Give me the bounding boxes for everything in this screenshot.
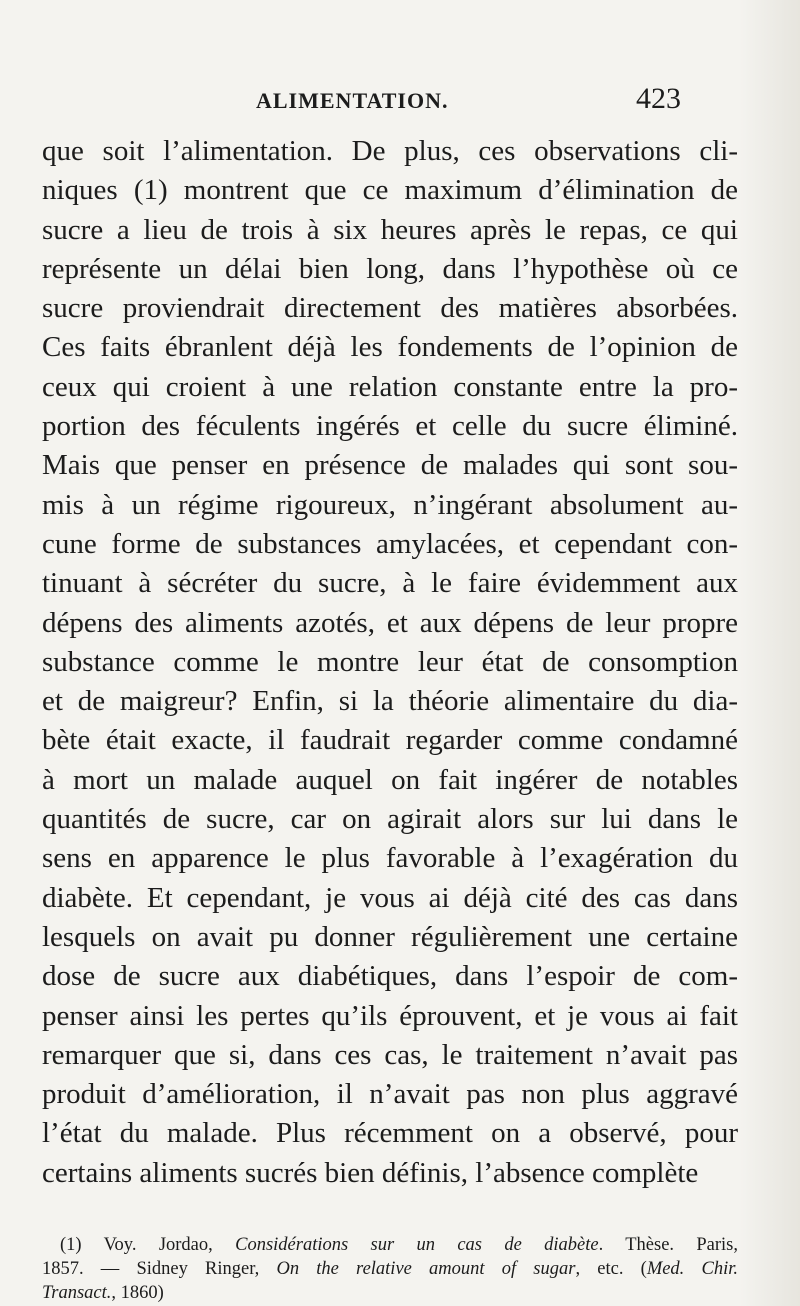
footnote-text: (1) Voy. Jordao, [60, 1235, 236, 1255]
text-line: penser ainsi les pertes qu’ils éprouvent, et je vous ai fait [42, 999, 738, 1032]
text-line: lesquels on avait pu donner régulièrement une certaine [42, 920, 738, 953]
footnote-text: 1857. — Sidney Ringer, [42, 1259, 277, 1279]
footnote-title: Considérations sur un cas de diabète [235, 1235, 599, 1255]
page-header [256, 82, 681, 122]
page-number: 423 [636, 82, 681, 115]
text-line: bète était exacte, il faudrait regarder comme condamné [42, 724, 738, 757]
page-edge-shadow [740, 0, 800, 1306]
text-line: diabète. Et cependant, je vous ai déjà cité des cas dans [42, 881, 738, 914]
text-line: l’état du malade. Plus récemment on a observé, pour [42, 1117, 738, 1150]
footnote-text: . Thèse. Paris, [598, 1235, 739, 1255]
text-line: et de maigreur? Enfin, si la théorie alimentaire du dia- [42, 685, 738, 718]
text-line: ceux qui croient à une relation constante entre la pro- [42, 370, 738, 403]
text-line: représente un délai bien long, dans l’hypothèse où ce [42, 252, 738, 285]
text-line: certains aliments sucrés bien définis, l’absence complète [42, 1156, 699, 1189]
text-line: tinuant à sécréter du sucre, à le faire évidemment aux [42, 567, 738, 600]
text-line: niques (1) montrent que ce maximum d’élimination de [42, 174, 738, 207]
footnote-title: On the relative amount of sugar [276, 1259, 576, 1279]
text-line: que soit l’alimentation. De plus, ces observations cli- [42, 135, 738, 167]
text-line: à mort un malade auquel on fait ingérer de notables [42, 763, 738, 796]
text-line: quantités de sucre, car on agirait alors sur lui dans le [42, 803, 738, 836]
text-line: produit d’amélioration, il n’avait pas non plus aggravé [42, 1078, 738, 1111]
footnote-journal: Med. Chir. [646, 1259, 738, 1279]
footnote-text: , 1860) [111, 1283, 164, 1303]
text-line: Ces faits ébranlent déjà les fondements de l’opinion de [42, 331, 738, 364]
text-line: sucre proviendrait directement des matières absorbées. [42, 292, 738, 325]
running-head: ALIMENTATION. [256, 88, 449, 113]
footnote-journal: Transact. [42, 1283, 112, 1303]
text-line: dépens des aliments azotés, et aux dépens de leur propre [42, 606, 738, 639]
footnote-text: , etc. ( [575, 1259, 647, 1279]
body-text [42, 132, 738, 1193]
text-line: dose de sucre aux diabétiques, dans l’espoir de com- [42, 960, 738, 993]
text-line: remarquer que si, dans ces cas, le traitement n’avait pas [42, 1038, 738, 1071]
text-line: cune forme de substances amylacées, et cependant con- [42, 527, 738, 560]
text-line: sucre a lieu de trois à six heures après le repas, ce qui [42, 213, 738, 246]
text-line: portion des féculents ingérés et celle du sucre éliminé. [42, 410, 738, 443]
text-line: mis à un régime rigoureux, n’ingérant absolument au- [42, 488, 738, 521]
text-line: Mais que penser en présence de malades qui sont sou- [42, 449, 738, 482]
footnote-line [42, 1281, 738, 1305]
footnote-line [42, 1257, 738, 1281]
text-line: substance comme le montre leur état de consomption [42, 645, 738, 678]
footnote-line [42, 1233, 738, 1257]
footnote [42, 1233, 738, 1305]
text-line: sens en apparence le plus favorable à l’exagération du [42, 842, 738, 875]
